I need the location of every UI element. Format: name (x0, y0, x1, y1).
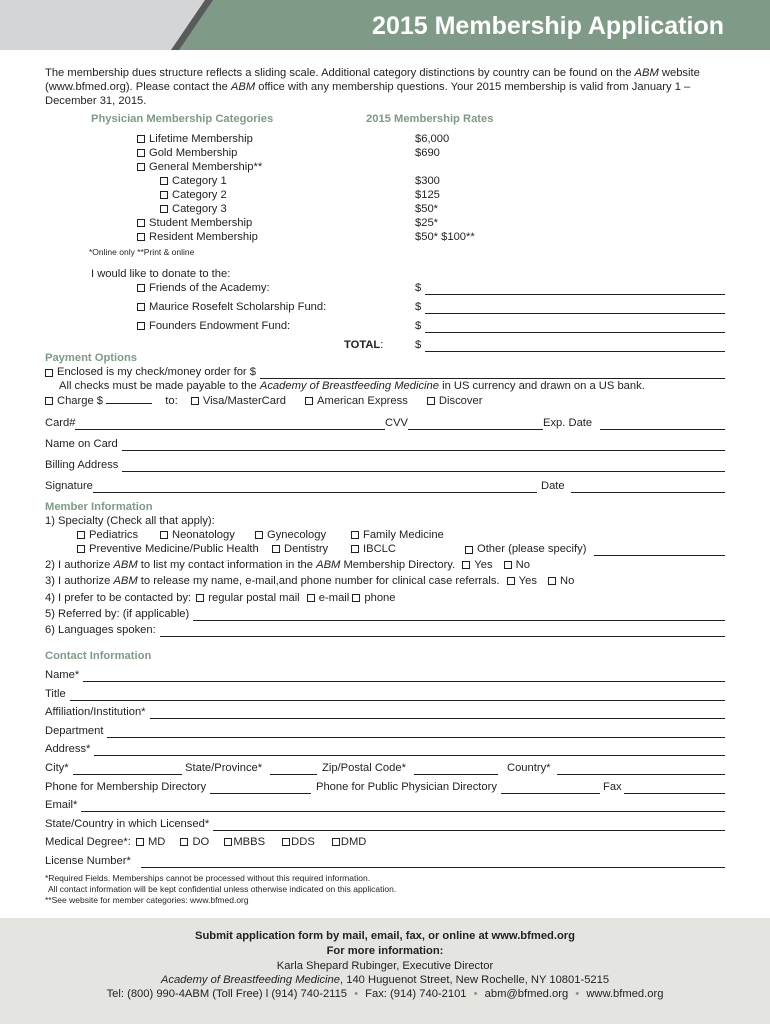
currency-symbol: $ (415, 320, 422, 332)
checkbox[interactable] (136, 838, 144, 846)
field-label: Date (541, 480, 565, 492)
field-label: Email* (45, 799, 78, 811)
card-discover[interactable] (427, 395, 483, 407)
checks-note-text: All checks must be made payable to the (59, 380, 260, 392)
field-line[interactable] (81, 801, 725, 812)
telephone: Tel: (800) 990-4ABM (Toll Free) l (914) 740-2115 (106, 988, 348, 1000)
checkbox[interactable] (282, 838, 290, 846)
option-gold[interactable] (137, 146, 237, 160)
enclosed-amount-line[interactable] (260, 368, 725, 379)
field-label: 6) Languages spoken: (45, 624, 156, 636)
exp-date-field[interactable] (543, 416, 725, 430)
name-on-card-field[interactable] (45, 437, 725, 451)
checkbox[interactable] (45, 397, 53, 405)
total-label (344, 338, 383, 352)
field-label: License Number* (45, 855, 131, 867)
field-label: Name on Card (45, 438, 118, 450)
field-line[interactable] (501, 783, 600, 794)
specialty-ibclc[interactable] (351, 542, 396, 556)
org-name: Academy of Breastfeeding Medicine (160, 974, 340, 986)
field-line[interactable] (160, 626, 725, 637)
affiliation-field[interactable] (45, 705, 725, 719)
fund-founders[interactable] (137, 319, 290, 333)
address-field[interactable] (45, 742, 725, 756)
rate-gold: $690 (415, 147, 440, 159)
field-label: Fax (603, 781, 622, 793)
field-label: Phone for Public Physician Directory (316, 781, 497, 793)
q2-no[interactable] (504, 559, 530, 571)
option-category-1[interactable] (160, 174, 227, 188)
fund-founders-amount[interactable] (415, 319, 725, 333)
phone-public-field[interactable] (316, 780, 600, 794)
separator-dot: • (575, 988, 580, 1000)
checkbox[interactable] (160, 191, 168, 199)
rate-category-2: $125 (415, 189, 440, 201)
field-line[interactable] (94, 745, 725, 756)
amount-line[interactable] (425, 341, 725, 352)
degree-option: DMD (340, 836, 367, 848)
referral-authorization (45, 574, 574, 588)
specialty-label: Pediatrics (89, 529, 139, 541)
q2-text-3: Membership Directory. (340, 559, 456, 571)
field-label: Country* (507, 762, 551, 774)
donate-intro: I would like to donate to the: (91, 268, 231, 280)
medical-degree-row (45, 835, 366, 849)
footer (0, 918, 770, 1024)
checkbox[interactable] (160, 177, 168, 185)
field-label: State/Province* (185, 762, 263, 774)
charge-row[interactable] (45, 393, 482, 408)
zip-field[interactable] (322, 761, 498, 775)
enclosed-label: Enclosed is my check/money order for $ (57, 366, 256, 378)
checkbox[interactable] (351, 545, 359, 553)
field-label: 5) Referred by: (if applicable) (45, 608, 190, 620)
degree-option: DDS (291, 836, 315, 848)
yes-label: Yes (518, 575, 537, 587)
intro-text-3: office with any membership questions. Your 2015 membership is valid from January 1 – December 31, 2015. (45, 81, 691, 107)
field-label: City* (45, 762, 69, 774)
field-line[interactable] (557, 764, 725, 775)
checkbox[interactable] (180, 838, 188, 846)
contact-name-field[interactable] (45, 668, 725, 682)
checkbox[interactable] (507, 577, 515, 585)
other-specialty-line[interactable] (594, 545, 725, 556)
field-label: Zip/Postal Code* (322, 762, 406, 774)
cvv-label: CVV (385, 417, 409, 429)
mailing-address (0, 973, 770, 987)
checkbox[interactable] (77, 531, 85, 539)
amount-line[interactable] (425, 322, 725, 333)
specialty-gynecology[interactable] (255, 528, 326, 542)
field-line[interactable] (107, 727, 725, 738)
rate-lifetime: $6,000 (415, 133, 450, 145)
checks-note-org: Academy of Breastfeeding Medicine (259, 380, 439, 392)
option-student[interactable] (137, 216, 252, 230)
checkbox[interactable] (462, 561, 470, 569)
checkbox[interactable] (191, 397, 199, 405)
option-lifetime[interactable] (137, 132, 253, 146)
specialty-neonatology[interactable] (160, 528, 235, 542)
to-label: to: (165, 395, 178, 407)
checkbox[interactable] (196, 594, 204, 602)
billing-address-field[interactable] (45, 458, 725, 472)
fax-number: Fax: (914) 740-2101 (365, 988, 467, 1000)
option-label: Lifetime Membership (149, 133, 253, 145)
contact-method-label: e-mail (318, 592, 350, 604)
specialty-family-medicine[interactable] (351, 528, 444, 542)
amount-line[interactable] (425, 303, 725, 314)
checkbox[interactable] (160, 531, 168, 539)
q2-yes[interactable] (462, 559, 492, 571)
specialty-question: 1) Specialty (Check all that apply): (45, 515, 215, 527)
option-label: Category 3 (172, 203, 227, 215)
option-resident[interactable] (137, 230, 258, 244)
languages-field[interactable] (45, 623, 725, 637)
checkbox[interactable] (137, 303, 145, 311)
intro-abm-2: ABM (230, 81, 256, 93)
rate-category-1: $300 (415, 175, 440, 187)
confidential-note: All contact information will be kept confidential unless otherwise indicated on this application. (48, 884, 397, 894)
intro-text-1: The membership dues structure reflects a sliding scale. Additional category distinctions by country can be found on the (45, 67, 635, 79)
q3-no[interactable] (548, 575, 574, 587)
rates-heading: 2015 Membership Rates (366, 113, 494, 125)
degree-label: Medical Degree*: (45, 836, 131, 848)
contact-postal[interactable] (196, 592, 299, 604)
option-label: General Membership** (149, 161, 263, 173)
rate-resident: $50* $100** (415, 231, 475, 243)
rate-category-3: $50* (415, 203, 439, 215)
fund-label: Maurice Rosefelt Scholarship Fund: (149, 301, 327, 313)
intro-paragraph (45, 66, 717, 108)
fund-label: Friends of the Academy: (149, 282, 270, 294)
cvv-field[interactable] (385, 416, 543, 430)
checkbox[interactable] (352, 594, 360, 602)
signature-field[interactable] (45, 479, 537, 493)
fund-friends[interactable] (137, 281, 270, 295)
q4-text: 4) I prefer to be contacted by: (45, 592, 192, 604)
specialty-other[interactable] (465, 542, 725, 556)
field-line[interactable] (75, 419, 385, 430)
contact-line (0, 987, 770, 1001)
checkbox[interactable] (137, 149, 145, 157)
card-number-label: Card# (45, 417, 76, 429)
no-label: No (515, 559, 530, 571)
specialty-dentistry[interactable] (272, 542, 328, 556)
card-label: American Express (317, 395, 408, 407)
license-number-field[interactable] (45, 854, 725, 868)
field-line[interactable] (150, 708, 725, 719)
checkbox[interactable] (351, 531, 359, 539)
checks-note-text-2: in US currency and drawn on a US bank. (438, 380, 645, 392)
field-label: Affiliation/Institution* (45, 706, 146, 718)
degree-mbbs[interactable] (224, 836, 265, 848)
field-label: State/Country in which Licensed* (45, 818, 210, 830)
field-label: Phone for Membership Directory (45, 781, 207, 793)
checkbox[interactable] (224, 838, 232, 846)
specialty-label: Neonatology (172, 529, 235, 541)
amount-line[interactable] (425, 284, 725, 295)
email-field[interactable] (45, 798, 725, 812)
field-label: Billing Address (45, 459, 119, 471)
checkbox[interactable] (272, 545, 280, 553)
q3-text: 3) I authorize (45, 575, 114, 587)
page-title: 2015 Membership Application (372, 12, 724, 40)
separator-dot: • (473, 988, 478, 1000)
degree-md[interactable] (136, 836, 165, 848)
field-line[interactable] (414, 764, 498, 775)
rates-footnote: *Online only **Print & online (89, 247, 195, 257)
contact-preference (45, 591, 396, 605)
checkbox[interactable] (137, 219, 145, 227)
required-note: *Required Fields. Memberships cannot be processed without this required information. (45, 873, 371, 883)
field-line[interactable] (193, 610, 725, 621)
total-text: TOTAL (344, 339, 381, 351)
referred-by-field[interactable] (45, 607, 725, 621)
card-number-field[interactable] (45, 416, 385, 430)
field-line[interactable] (600, 419, 725, 430)
q2-abm: ABM (113, 559, 138, 571)
q2-text-2: to list my contact information in the (137, 559, 317, 571)
yes-label: Yes (474, 559, 493, 571)
fund-rosefelt-amount[interactable] (415, 300, 725, 314)
checkbox[interactable] (77, 545, 85, 553)
checkbox[interactable] (45, 369, 53, 377)
option-general[interactable] (137, 160, 262, 174)
field-line[interactable] (93, 482, 537, 493)
fund-rosefelt[interactable] (137, 300, 326, 314)
more-info-heading: For more information: (326, 945, 444, 957)
city-field[interactable] (45, 761, 182, 775)
signature-date-field[interactable] (541, 479, 725, 493)
intro-abm-1: ABM (634, 67, 659, 79)
checkbox[interactable] (160, 205, 168, 213)
specialty-label: Family Medicine (363, 529, 444, 541)
charge-amount-line[interactable] (106, 393, 152, 404)
card-label: Visa/MasterCard (202, 395, 286, 407)
no-label: No (560, 575, 575, 587)
field-label: Name* (45, 669, 80, 681)
specialty-label: Preventive Medicine/Public Health (89, 543, 259, 555)
specialty-label: Dentistry (284, 543, 329, 555)
exp-date-label: Exp. Date (543, 417, 593, 429)
q3-yes[interactable] (507, 575, 537, 587)
country-field[interactable] (507, 761, 725, 775)
currency-symbol: $ (415, 301, 422, 313)
degree-do[interactable] (180, 836, 209, 848)
option-label: Gold Membership (149, 147, 238, 159)
q2-abm-2: ABM (316, 559, 341, 571)
option-category-3[interactable] (160, 202, 227, 216)
email-link[interactable]: abm@bfmed.org (484, 988, 569, 1000)
degree-option: DO (192, 836, 210, 848)
enclosed-check-row[interactable] (45, 365, 725, 379)
rate-student: $25* (415, 217, 439, 229)
field-line[interactable] (624, 783, 725, 794)
currency-symbol: $ (415, 282, 422, 294)
fax-field[interactable] (603, 780, 725, 794)
option-label: Resident Membership (149, 231, 258, 243)
checkbox[interactable] (137, 284, 145, 292)
checkbox[interactable] (305, 397, 313, 405)
degree-dds[interactable] (282, 836, 315, 848)
checkbox[interactable] (137, 163, 145, 171)
checkbox[interactable] (255, 531, 263, 539)
q3-text-2: to release my name, e-mail,and phone number for clinical case referrals. (137, 575, 500, 587)
charge-label: Charge $ (57, 395, 104, 407)
checkbox[interactable] (137, 233, 145, 241)
fund-label: Founders Endowment Fund: (149, 320, 291, 332)
currency-symbol: $ (415, 339, 422, 351)
field-label: Signature (45, 480, 93, 492)
field-line[interactable] (122, 440, 725, 451)
checkbox[interactable] (504, 561, 512, 569)
option-label: Student Membership (149, 217, 253, 229)
payment-heading: Payment Options (45, 352, 138, 364)
header-banner (0, 0, 770, 50)
specialty-label: Other (please specify) (477, 543, 587, 555)
q3-abm: ABM (113, 575, 138, 587)
checkbox[interactable] (137, 322, 145, 330)
website-link[interactable]: www.bfmed.org (586, 988, 664, 1000)
checkbox[interactable] (137, 135, 145, 143)
option-category-2[interactable] (160, 188, 227, 202)
field-line[interactable] (122, 461, 725, 472)
total-amount[interactable] (415, 338, 725, 352)
total-colon: : (380, 339, 384, 351)
license-state-field[interactable] (45, 817, 725, 831)
field-line[interactable] (83, 671, 725, 682)
checkbox[interactable] (465, 546, 473, 554)
specialty-pediatrics[interactable] (77, 528, 138, 542)
contact-method-label: phone (364, 592, 396, 604)
option-label: Category 1 (172, 175, 227, 187)
field-line[interactable] (571, 482, 725, 493)
checkbox[interactable] (548, 577, 556, 585)
contact-email[interactable] (307, 592, 349, 604)
field-line[interactable] (73, 764, 182, 775)
field-label: Title (45, 688, 66, 700)
degree-option: MD (147, 836, 166, 848)
degree-dmd[interactable] (332, 836, 366, 848)
specialty-label: IBCLC (363, 543, 396, 555)
card-amex[interactable] (305, 395, 408, 407)
directory-authorization (45, 558, 530, 572)
field-label: Address* (45, 743, 91, 755)
checks-note (59, 379, 645, 393)
submit-instructions: Submit application form by mail, email, fax, or online at www.bfmed.org (194, 930, 575, 942)
street-address: , 140 Huguenot Street, New Rochelle, NY 10801-5215 (340, 974, 610, 986)
phone-directory-field[interactable] (45, 780, 311, 794)
intro-text-2: website (www.bfmed.org). Please contact the (45, 67, 700, 93)
categories-note: **See website for member categories: www.bfmed.org (45, 895, 249, 905)
field-line[interactable] (408, 419, 543, 430)
contact-phone[interactable] (352, 592, 395, 604)
field-line[interactable] (141, 857, 725, 868)
state-province-field[interactable] (185, 761, 317, 775)
checkbox[interactable] (332, 838, 340, 846)
field-line[interactable] (270, 764, 317, 775)
field-line[interactable] (70, 690, 725, 701)
contact-person: Karla Shepard Rubinger, Executive Director (276, 960, 494, 972)
categories-heading: Physician Membership Categories (91, 113, 274, 125)
field-line[interactable] (210, 783, 311, 794)
field-line[interactable] (213, 820, 725, 831)
specialty-label: Gynecology (267, 529, 327, 541)
contact-title-field[interactable] (45, 687, 725, 701)
specialty-preventive[interactable] (77, 542, 259, 556)
contact-method-label: regular postal mail (208, 592, 300, 604)
card-label: Discover (438, 395, 483, 407)
fund-friends-amount[interactable] (415, 281, 725, 295)
member-heading: Member Information (45, 501, 153, 513)
department-field[interactable] (45, 724, 725, 738)
checkbox[interactable] (307, 594, 315, 602)
separator-dot: • (354, 988, 359, 1000)
degree-option: MBBS (233, 836, 266, 848)
contact-heading: Contact Information (45, 650, 152, 662)
field-label: Department (45, 725, 104, 737)
checkbox[interactable] (427, 397, 435, 405)
card-visa[interactable] (191, 395, 286, 407)
q2-text: 2) I authorize (45, 559, 114, 571)
option-label: Category 2 (172, 189, 227, 201)
